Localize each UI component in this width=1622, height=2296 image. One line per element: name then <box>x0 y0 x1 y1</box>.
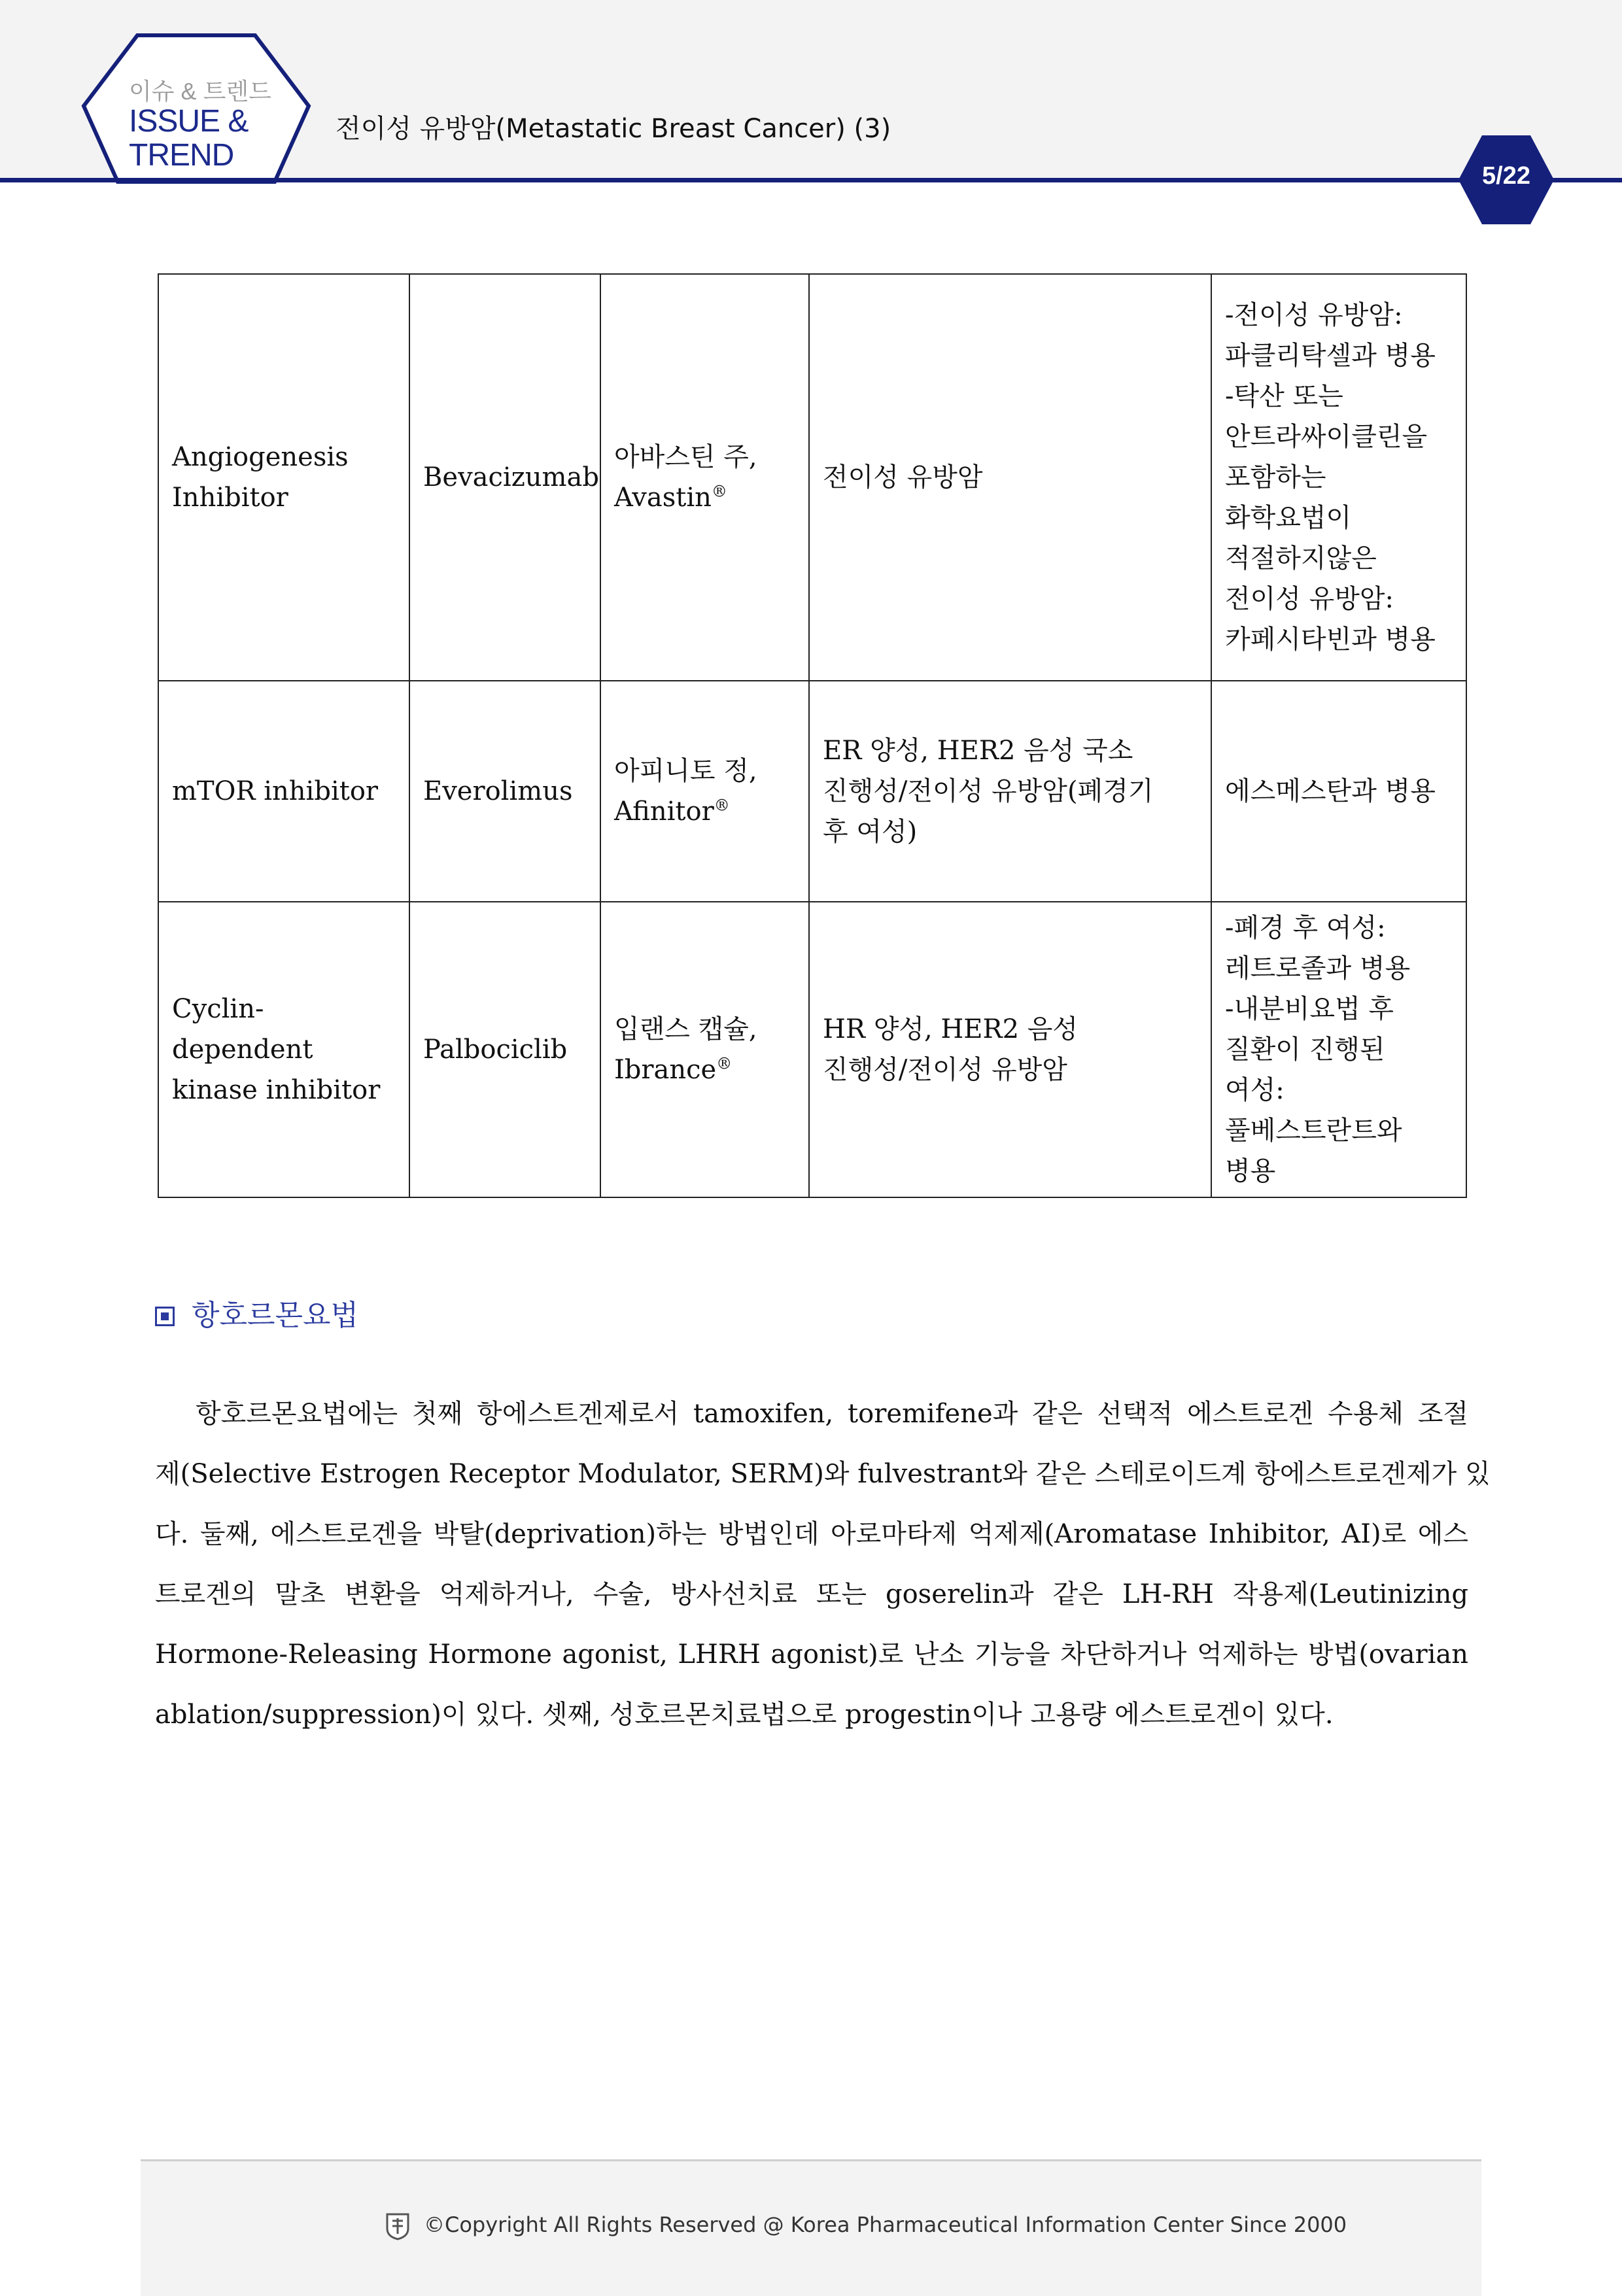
usage-cell-line: 화학요법이 <box>1225 503 1352 533</box>
drug-category-cell-line: Inhibitor <box>172 483 288 513</box>
product-name-en-text: Avastin <box>614 483 712 513</box>
drug-category-cell <box>158 274 409 681</box>
usage-cell-line: 풀베스트란트와 <box>1225 1116 1402 1146</box>
usage-cell-line: 전이성 유방암: <box>1225 584 1394 614</box>
section-heading-text: 항호르몬요법 <box>192 1299 359 1332</box>
usage-cell-line: -내분비요법 후 <box>1225 994 1394 1024</box>
table-row <box>158 902 1466 1197</box>
usage-cell-line: 병용 <box>1225 1156 1276 1186</box>
indication-cell-line: 진행성/전이성 유방암 <box>823 1055 1067 1085</box>
product-name-en <box>614 477 795 518</box>
product-name-en-text: Afinitor <box>614 797 714 827</box>
logo-subtitle: 이슈 & 트렌드 <box>129 78 271 105</box>
product-name-kr: 아바스틴 주, <box>614 442 757 472</box>
drug-category-cell-line: mTOR inhibitor <box>172 776 379 806</box>
paragraph-line: 다. 둘째, 에스트로겐을 박탈(deprivation)하는 방법인데 아로마타제 억제제(Aromatase Inhibitor, AI)로 에스 <box>155 1519 1468 1549</box>
drug-category-cell-line: kinase inhibitor <box>172 1075 381 1105</box>
indication-cell-line: ER 양성, HER2 음성 국소 <box>823 736 1133 766</box>
ingredient-cell: Palbociclib <box>409 902 600 1197</box>
logo-line-2: TREND <box>129 138 234 173</box>
usage-cell-line: 포함하는 <box>1225 462 1326 492</box>
header-divider <box>0 178 1622 182</box>
usage-cell-line: 레트로졸과 병용 <box>1225 953 1411 984</box>
section-paragraph <box>155 1384 1491 1745</box>
logo-title <box>129 105 248 173</box>
table-row <box>158 274 1466 681</box>
registered-mark: ® <box>711 482 727 501</box>
drug-category-cell-line: Angiogenesis <box>172 442 349 472</box>
copyright-text: ©Copyright All Rights Reserved @ Korea Pharmaceutical Information Center Since 2000 <box>424 2212 1347 2237</box>
product-cell <box>600 681 809 902</box>
usage-cell-line: 적절하지않은 <box>1225 543 1377 574</box>
ingredient-cell: Bevacizumab <box>409 274 600 681</box>
usage-cell-line: 에스메스탄과 병용 <box>1225 776 1436 806</box>
square-bullet-icon <box>155 1307 175 1326</box>
usage-cell-line: -폐경 후 여성: <box>1225 913 1386 943</box>
product-name-en <box>614 1050 795 1090</box>
usage-cell-line: 파클리탁셀과 병용 <box>1225 341 1436 371</box>
usage-cell-line: 여성: <box>1225 1075 1285 1105</box>
paragraph-line: 트로겐의 말초 변환을 억제하거나, 수술, 방사선치료 또는 goserelin과 같은 LH-RH 작용제(Leutinizing <box>155 1579 1468 1609</box>
product-name-kr: 아피니토 정, <box>614 756 757 786</box>
paragraph-line: Hormone-Releasing Hormone agonist, LHRH agonist)로 난소 기능을 차단하거나 억제하는 방법(ovarian <box>155 1639 1468 1670</box>
table-row <box>158 681 1466 902</box>
paragraph-line: 항호르몬요법에는 첫째 항에스트겐제로서 tamoxifen, toremifene과 같은 선택적 에스트로겐 수용체 조절 <box>196 1399 1468 1429</box>
product-cell <box>600 274 809 681</box>
drug-category-cell <box>158 902 409 1197</box>
logo-line-1: ISSUE & <box>129 104 249 139</box>
usage-cell-line: 카페시타빈과 병용 <box>1225 625 1436 655</box>
indication-cell-line: 전이성 유방암 <box>823 462 983 492</box>
ingredient-cell: Everolimus <box>409 681 600 902</box>
product-name-kr: 입랜스 캡슐, <box>614 1014 757 1044</box>
product-cell <box>600 902 809 1197</box>
section-heading <box>155 1292 358 1333</box>
usage-cell-line: -전이성 유방암: <box>1225 300 1403 330</box>
indication-cell-line: HR 양성, HER2 음성 <box>823 1014 1078 1044</box>
page-number: 5/22 <box>1482 162 1530 190</box>
kpic-emblem-icon <box>385 2212 411 2240</box>
indication-cell <box>809 902 1211 1197</box>
paragraph-line: ablation/suppression)이 있다. 셋째, 성호르몬치료법으로 progestin이나 고용량 에스트로겐이 있다. <box>155 1700 1334 1730</box>
document-title: 전이성 유방암(Metastatic Breast Cancer) (3) <box>336 114 891 144</box>
usage-cell <box>1211 902 1466 1197</box>
indication-cell <box>809 681 1211 902</box>
usage-cell-line: 안트라싸이클린을 <box>1225 422 1428 452</box>
product-name-en <box>614 791 795 832</box>
usage-cell-line: -탁산 또는 <box>1225 381 1343 411</box>
drug-category-cell-line: Cyclin-dependent <box>172 994 313 1065</box>
indication-cell-line: 진행성/전이성 유방암(폐경기 <box>823 776 1154 806</box>
drug-table <box>158 273 1467 1198</box>
usage-cell <box>1211 274 1466 681</box>
drug-category-cell <box>158 681 409 902</box>
product-name-en-text: Ibrance <box>614 1055 717 1085</box>
usage-cell <box>1211 681 1466 902</box>
paragraph-line: 제(Selective Estrogen Receptor Modulator, SERM)와 fulvestrant와 같은 스테로이드계 항에스트로겐제가 있 <box>155 1459 1491 1489</box>
usage-cell-line: 질환이 진행된 <box>1225 1035 1385 1065</box>
indication-cell-line: 후 여성) <box>823 817 918 847</box>
registered-mark: ® <box>714 796 730 815</box>
registered-mark: ® <box>716 1054 733 1073</box>
indication-cell <box>809 274 1211 681</box>
